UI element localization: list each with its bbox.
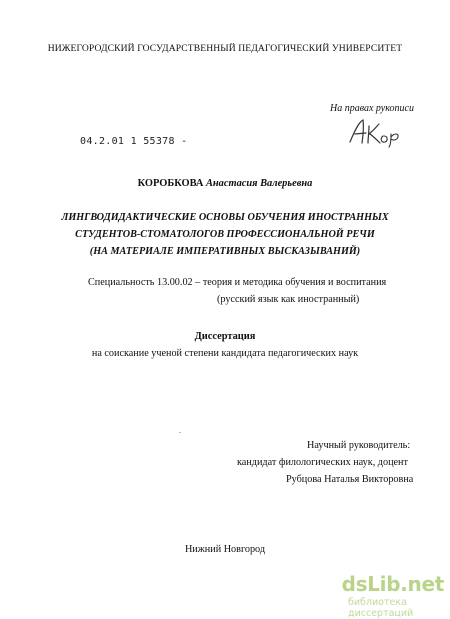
- supervisor-credentials: кандидат филологических наук, доцент: [237, 457, 408, 468]
- specialty-subline: (русский язык как иностранный): [217, 294, 360, 305]
- registration-stamp: 04.2.01 1 55378 -: [80, 136, 188, 147]
- author-surname: КОРОБКОВА: [137, 178, 204, 189]
- title-line-2: СТУДЕНТОВ-СТОМАТОЛОГОВ ПРОФЕССИОНАЛЬНОЙ РЕЧИ: [75, 229, 375, 240]
- title-line-3: (НА МАТЕРИАЛЕ ИМПЕРАТИВНЫХ ВЫСКАЗЫВАНИЙ): [89, 246, 361, 257]
- university-name: НИЖЕГОРОДСКИЙ ГОСУДАРСТВЕННЫЙ ПЕДАГОГИЧЕСКИЙ УНИВЕРСИТЕТ: [47, 43, 403, 54]
- supervisor-label: Научный руководитель:: [307, 440, 411, 451]
- watermark-subtitle: библиотека диссертаций: [348, 597, 414, 619]
- work-type: Диссертация: [194, 331, 256, 342]
- rights-note: На правах рукописи: [330, 103, 414, 114]
- supervisor-name: Рубцова Наталья Викторовна: [286, 474, 414, 485]
- watermark-logo: dsLib.net: [341, 572, 444, 596]
- author-name: [0, 178, 450, 189]
- stray-dot: .: [179, 426, 181, 435]
- author-given-name: Анастасия Валерьевна: [205, 178, 313, 189]
- degree-line: на соискание ученой степени кандидата педагогических наук: [91, 348, 359, 359]
- site-watermark: [341, 572, 444, 619]
- title-line-1: ЛИНГВОДИДАКТИЧЕСКИЕ ОСНОВЫ ОБУЧЕНИЯ ИНОСТРАННЫХ: [61, 212, 389, 223]
- city-name: Нижний Новгород: [184, 544, 266, 555]
- specialty-line: Специальность 13.00.02 – теория и методика обучения и воспитания: [88, 277, 387, 288]
- handwritten-signature: [347, 116, 405, 148]
